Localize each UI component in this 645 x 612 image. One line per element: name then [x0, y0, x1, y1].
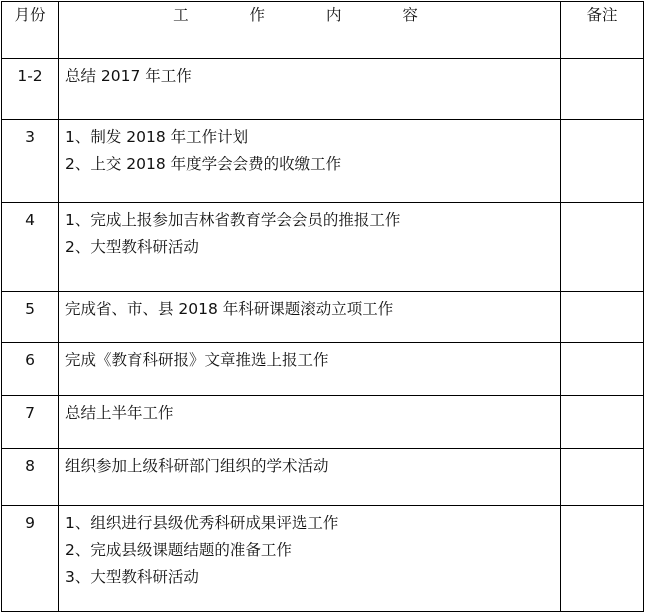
content-cell	[59, 506, 561, 612]
content-cell	[59, 59, 561, 120]
content-line: 总结 2017 年工作	[65, 67, 192, 85]
month-cell: 5	[2, 292, 59, 343]
table-header-row	[2, 2, 644, 59]
content-line: 组织参加上级科研部门组织的学术活动	[65, 457, 329, 475]
notes-cell	[561, 343, 644, 396]
content-cell	[59, 203, 561, 292]
table-row	[2, 396, 644, 449]
table-row	[2, 203, 644, 292]
notes-cell	[561, 506, 644, 612]
table-row	[2, 292, 644, 343]
notes-cell	[561, 449, 644, 506]
notes-cell	[561, 59, 644, 120]
content-line: 2、完成县级课题结题的准备工作	[65, 541, 292, 559]
content-line: 1、制发 2018 年工作计划	[65, 128, 249, 146]
month-cell: 3	[2, 120, 59, 203]
content-cell	[59, 292, 561, 343]
content-line: 2、大型教科研活动	[65, 238, 199, 256]
month-cell: 1-2	[2, 59, 59, 120]
table-row	[2, 343, 644, 396]
notes-cell	[561, 292, 644, 343]
work-plan-table	[1, 1, 644, 612]
month-cell: 6	[2, 343, 59, 396]
content-header: 工 作 内 容	[59, 2, 561, 59]
content-cell	[59, 343, 561, 396]
notes-cell	[561, 203, 644, 292]
month-header: 月份	[2, 2, 59, 59]
content-line: 完成省、市、县 2018 年科研课题滚动立项工作	[65, 300, 394, 318]
content-cell	[59, 449, 561, 506]
content-line: 1、组织进行县级优秀科研成果评选工作	[65, 514, 339, 532]
content-cell	[59, 396, 561, 449]
notes-cell	[561, 120, 644, 203]
content-line: 1、完成上报参加吉林省教育学会会员的推报工作	[65, 211, 401, 229]
table-row	[2, 120, 644, 203]
month-cell: 4	[2, 203, 59, 292]
month-cell: 9	[2, 506, 59, 612]
table-row	[2, 506, 644, 612]
month-cell: 8	[2, 449, 59, 506]
content-line: 完成《教育科研报》文章推选上报工作	[65, 351, 329, 369]
content-line: 3、大型教科研活动	[65, 568, 199, 586]
table-row	[2, 59, 644, 120]
notes-cell	[561, 396, 644, 449]
content-line: 总结上半年工作	[65, 404, 174, 422]
content-line: 2、上交 2018 年度学会会费的收缴工作	[65, 155, 342, 173]
notes-header: 备注	[561, 2, 644, 59]
month-cell: 7	[2, 396, 59, 449]
table-row	[2, 449, 644, 506]
content-cell	[59, 120, 561, 203]
